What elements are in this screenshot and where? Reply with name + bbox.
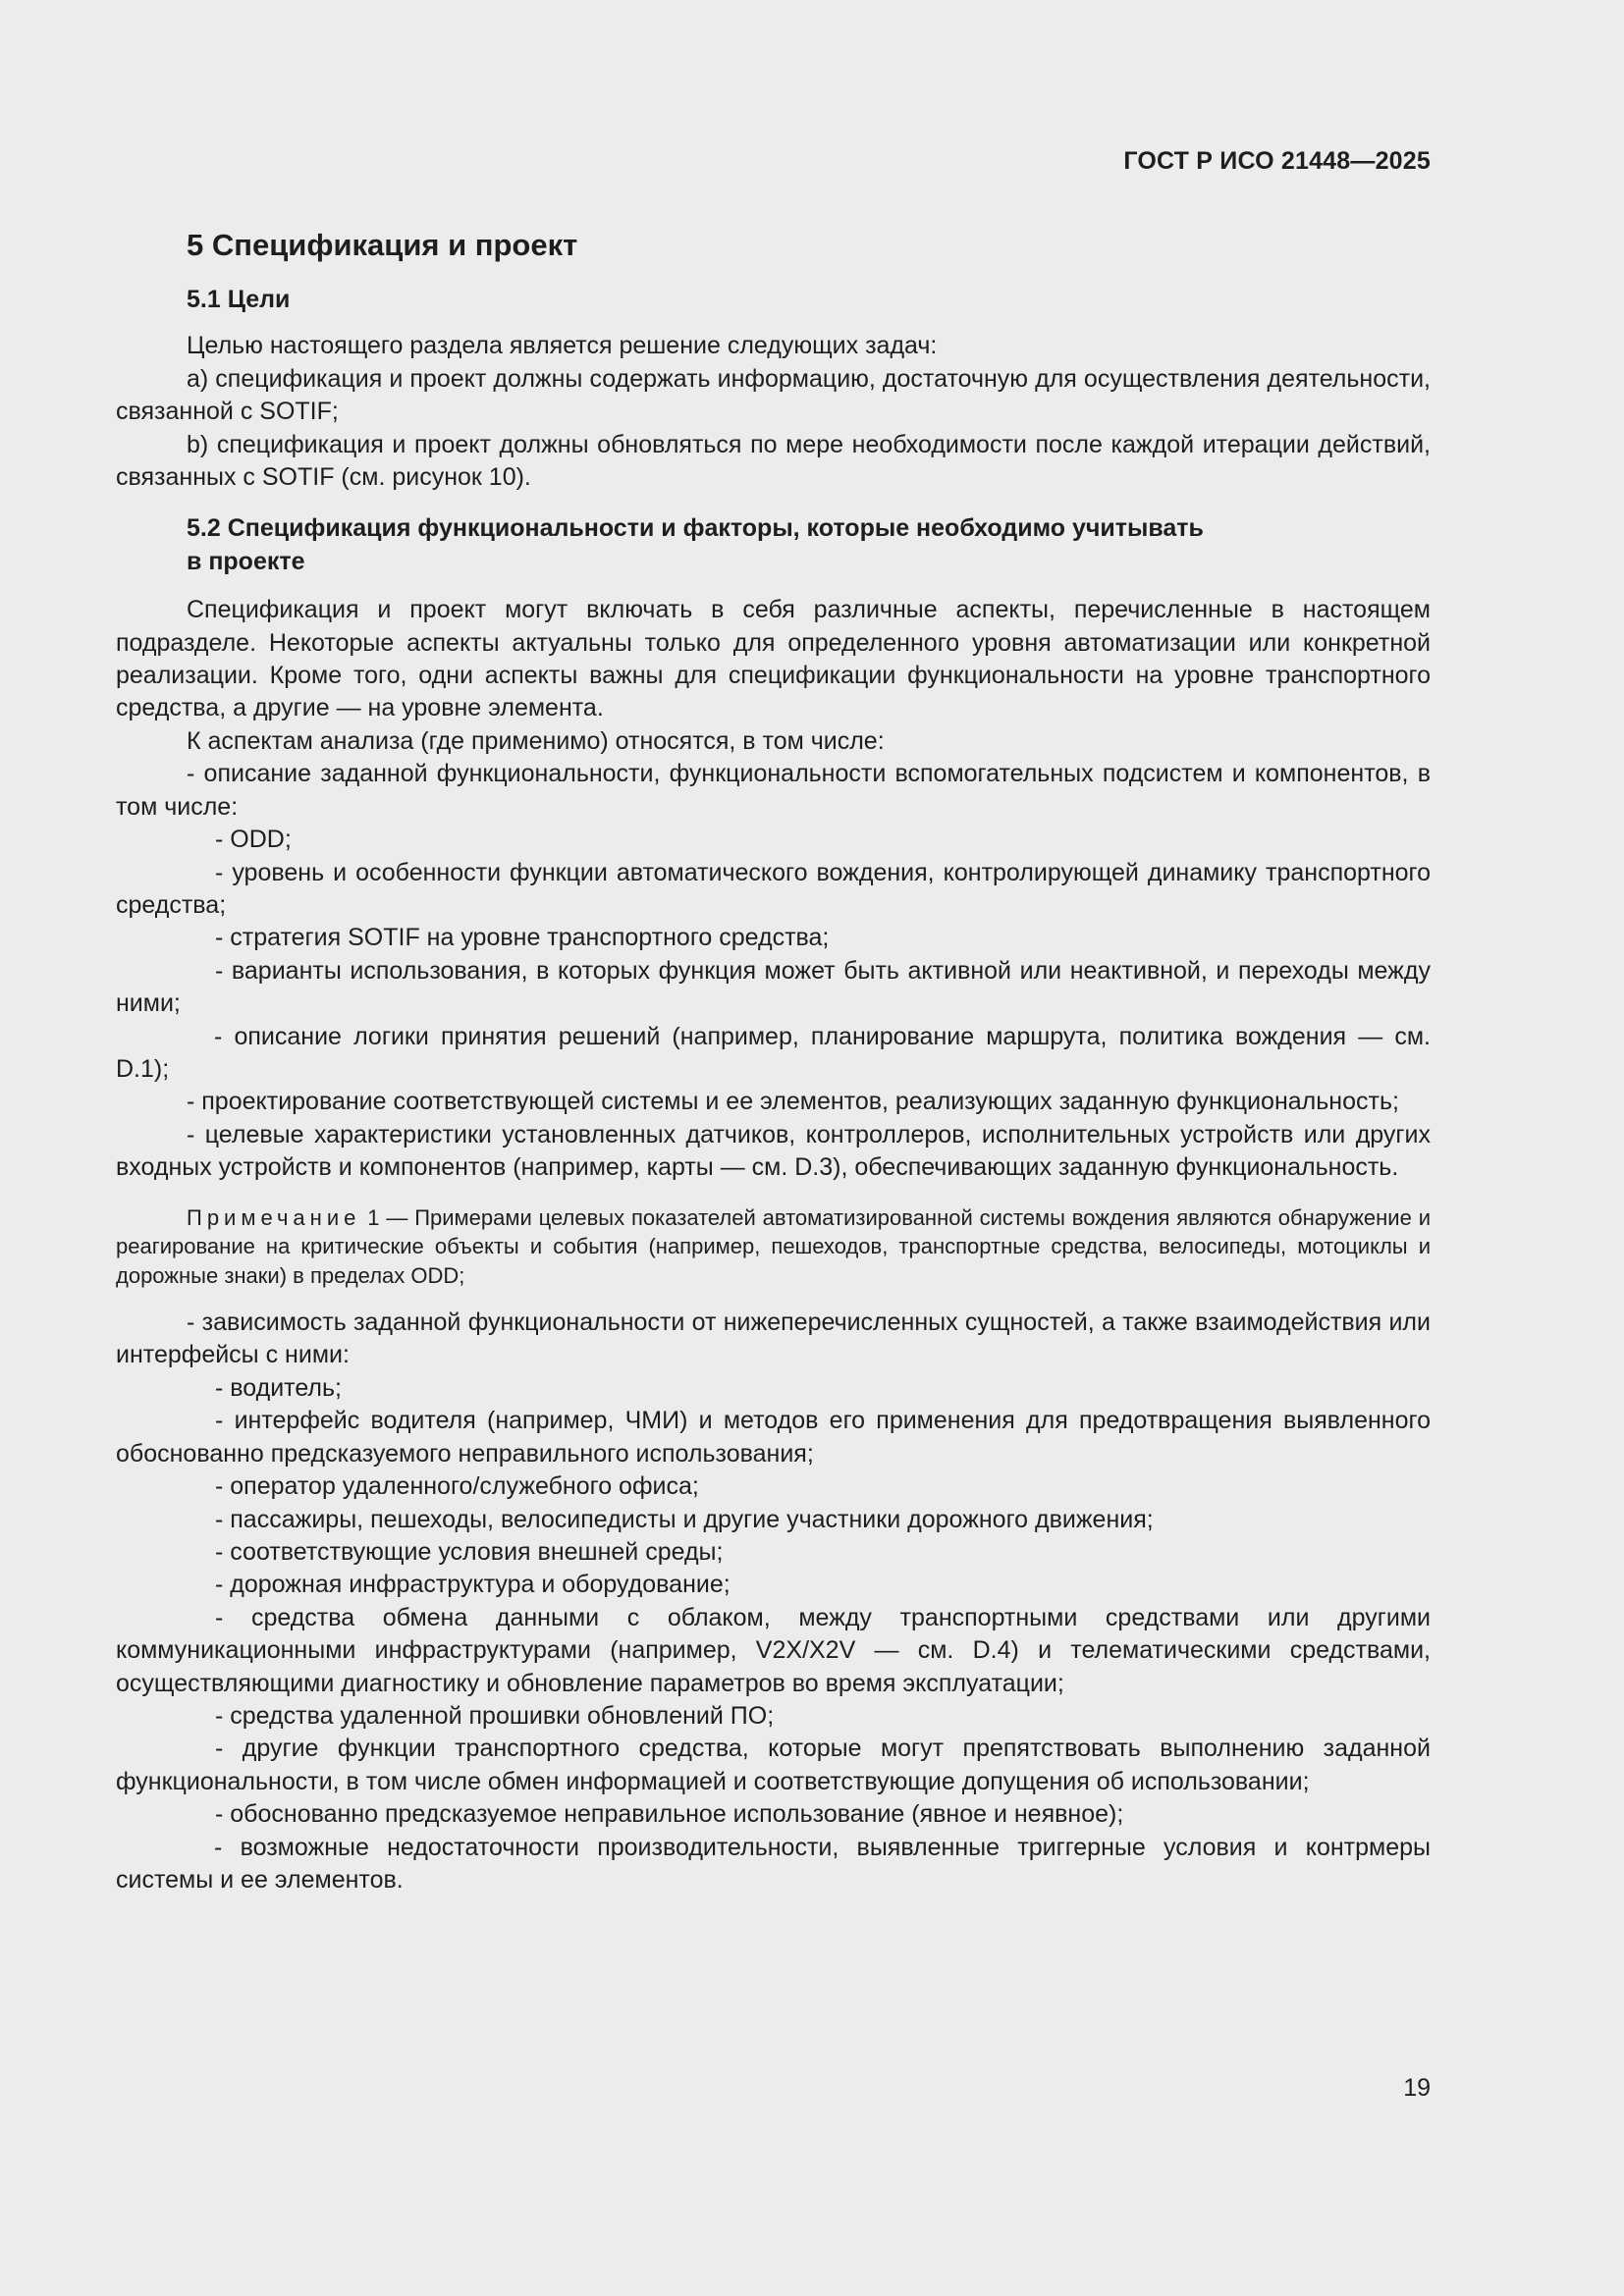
section-5-2-title <box>187 512 1431 578</box>
list-item: - другие функции транспортного средства, которые могут препятствовать выполнению заданной функциональности, в том числе обмен информацией и соответствующие допущения об использовании; <box>116 1735 1431 1795</box>
list-item: - варианты использования, в которых функция может быть активной или неактивной, и переходы между ними; <box>116 956 1431 1018</box>
list-item: - стратегия SOTIF на уровне транспортного средства; <box>215 924 830 952</box>
page-content <box>116 222 1431 1896</box>
section-5-2-paragraph-1: Спецификация и проект могут включать в себя различные аспекты, перечисленные в настоящем подразделе. Некоторые аспекты актуальны только для определенного уровня автоматизации или конкретной реализации. Кроме того, одни аспекты важны для спецификации функциональности на уровне транспортного средства, а другие — на уровне элемента. <box>116 596 1431 722</box>
section-5-2-title-line1: 5.2 Спецификация функциональности и факторы, которые необходимо учитывать <box>187 514 1204 543</box>
list-item: - интерфейс водителя (например, ЧМИ) и методов его применения для предотвращения выявленного обоснованно предсказуемого неправильного использования; <box>116 1407 1431 1468</box>
section-5-1-item-b: b) спецификация и проект должны обновляться по мере необходимости после каждой итерации действий, связанных с SOTIF (см. рисунок 10). <box>116 430 1431 492</box>
note-label: Примечание <box>187 1204 361 1230</box>
list-item: - пассажиры, пешеходы, велосипедисты и другие участники дорожного движения; <box>215 1505 1154 1533</box>
note-text: 1 — Примерами целевых показателей автоматизированной системы вождения являются обнаружение и реагирование на критические объекты и события (например, пешеходов, транспортные средства, велосипеды, мотоциклы и дорожные знаки) в пределах ODD; <box>116 1204 1431 1288</box>
note-1 <box>116 1203 1431 1291</box>
list-item: - уровень и особенности функции автоматического вождения, контролирующей динамику транспортного средства; <box>116 858 1431 919</box>
list-item: - зависимость заданной функциональности от нижеперечисленных сущностей, а также взаимодействия или интерфейсы с ними: <box>116 1308 1431 1369</box>
list-item: - описание заданной функциональности, функциональности вспомогательных подсистем и компонентов, в том числе: <box>116 760 1431 821</box>
section-5-1-title: 5.1 Цели <box>187 286 291 313</box>
section-5-title: 5 Спецификация и проект <box>187 228 578 262</box>
section-5-2-title-line2: в проекте <box>187 547 305 575</box>
section-5-2-paragraph-2: К аспектам анализа (где применимо) относятся, в том числе: <box>187 726 885 755</box>
list-item: - средства удаленной прошивки обновлений ПО; <box>215 1701 775 1730</box>
list-item: - водитель; <box>215 1373 342 1402</box>
list-item: - дорожная инфраструктура и оборудование; <box>215 1571 731 1599</box>
list-item: - возможные недостаточности производительности, выявленные триггерные условия и контрмеры системы и ее элементов. <box>116 1833 1431 1894</box>
standard-header: ГОСТ Р ИСО 21448—2025 <box>1123 147 1431 175</box>
list-item: - оператор удаленного/служебного офиса; <box>215 1472 699 1501</box>
list-item: - проектирование соответствующей системы и ее элементов, реализующих заданную функциональность; <box>187 1088 1399 1116</box>
list-item: - описание логики принятия решений (например, планирование маршрута, политика вождения — см. D.1); <box>116 1022 1431 1083</box>
list-item: - целевые характеристики установленных датчиков, контроллеров, исполнительных устройств или других входных устройств и компонентов (например, карты — см. D.3), обеспечивающих заданную функциональность. <box>116 1120 1431 1182</box>
list-item: - ODD; <box>215 826 292 854</box>
list-item: - средства обмена данными с облаком, между транспортными средствами или другими коммуникационными инфраструктурами (например, V2X/X2V — см. D.4) и телематическими средствами, осуществляющими диагностику и обновление параметров во время эксплуатации; <box>116 1603 1431 1697</box>
section-5-1-intro: Целью настоящего раздела является решение следующих задач: <box>187 332 938 360</box>
list-item: - соответствующие условия внешней среды; <box>215 1537 724 1566</box>
list-item: - обоснованно предсказуемое неправильное использование (явное и неявное); <box>215 1800 1124 1829</box>
page-number: 19 <box>1403 2074 1431 2102</box>
section-5-1-item-a: a) спецификация и проект должны содержать информацию, достаточную для осуществления деятельности, связанной с SOTIF; <box>116 364 1431 426</box>
